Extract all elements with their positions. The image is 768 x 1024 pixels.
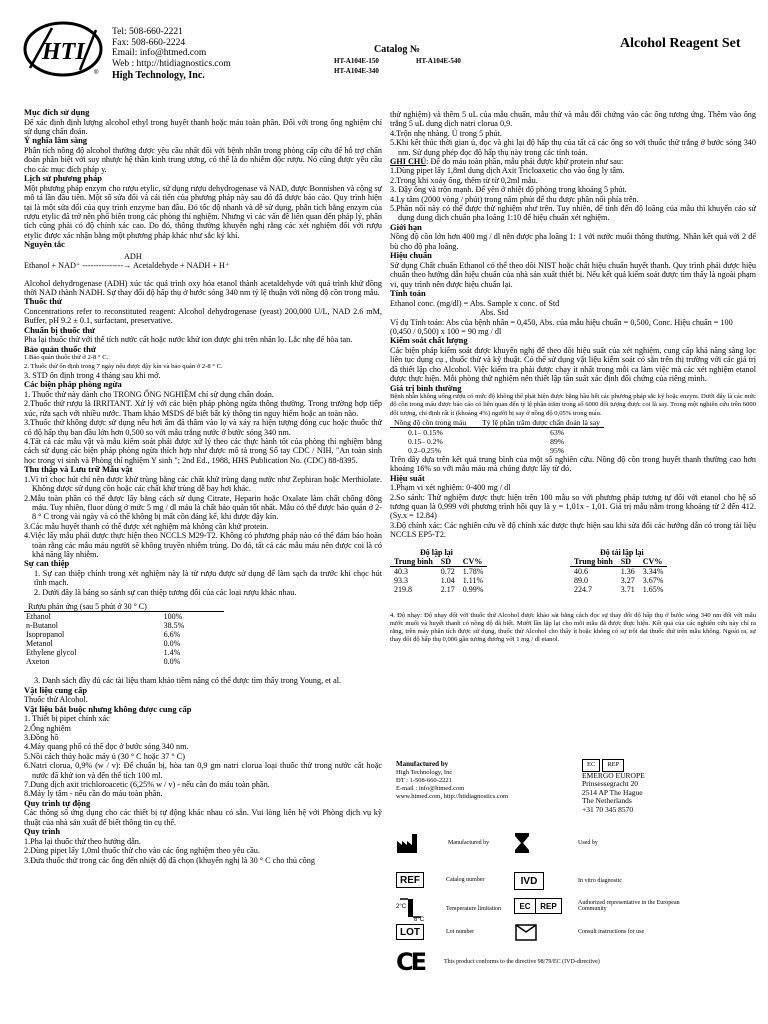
ivd-icon: IVD [514,872,544,890]
limitations-text: Nồng độ cồn lớn hơn 400 mg / dl nên được pha loãng 1: 1 với nước muối thông thường. Nhân kết quả với 2 để bù cho độ pha loãng. [390,232,756,251]
eu-rep-line: The Netherlands [582,796,632,806]
interference-item: 2. Dưới đây là bảng so sánh sự can thiệp tương đối của các loại rượu khác nhau. [34,587,297,597]
specimen-item: 4.Việc lấy mẫu phải được thực hiện theo NCCLS M29-T2. Không có phương pháp nào có thể đảm bảo hoàn toàn rằng các mẫu máu người sẽ không truyền nhiễm trùng. Do đó, tất cả các mẫu máu nên được coi là có khả năng lây nhiễm. [24,531,382,559]
table-header: Tỷ lệ phần trăm được chẩn đoán là say [470,418,604,428]
calibration-text: Sử dụng Chất chuẩn Ethanol có thể theo dõi NIST hoặc chất hiệu chuẩn huyết thanh. Quy trình phải được hiệu chuẩn theo hướng dẫn hiệu chuẩn của nhà sản xuất thiết bị. Nếu kết quả kiểm soát được tìm thấy là ngoài phạm vi, quy trình nên được hiệu chuẩn lại. [390,260,756,289]
required-item: 4.Máy quang phổ có thể đọc ở bước sóng 340 nm. [24,742,189,752]
table-cell: 0.2–0.25% [408,445,441,455]
heading-calculation: Tính toán [390,288,426,299]
table-row [570,585,667,594]
table-cell: 3.34% [642,566,664,576]
table-cell: Metanol [26,639,53,649]
interference-item: 1. Sự can thiệp chính trong xét nghiệm này là từ rượu được sử dụng để làm sạch da trước khi chọc hút tĩnh mạch. [34,568,382,588]
table-cell: Axeton [26,657,50,667]
table-row [570,566,667,576]
precaution-item: 1. Thuốc thử này dành cho TRONG ỐNG NGHIỆM chỉ sử dụng chẩn đoán. [24,389,274,399]
specimen-item: 3.Các mẫu huyết thanh có thể được xét nghiệm mà không cần khử protein. [24,521,269,531]
heading-materials-required: Vật liệu bắt buộc nhưng không được cung cấp [24,703,192,714]
heading-method-history: Lịch sử phương pháp [24,173,102,184]
table-cell: 100% [163,612,183,622]
specimen-item: 2.Mẫu toàn phần có thể được lấy bằng cách sử dụng Citrate, Heparin hoặc Oxalate làm chất chống đông máu. Tuy nhiên, fluor dùng ở mức 5 mg / dl máu là chất bảo quản tốt nhất. Mẫu có thể được bảo quản ở 2-8 ° C trong vài ngày và có thể không bị mất cồn đáng kể, khi được đậy kín. [24,493,382,522]
table-cell: 95% [550,445,565,455]
heading-materials-provided: Vật liệu cung cấp [24,684,88,695]
book-icon [514,922,538,942]
table-cell: 1.4% [163,648,181,658]
manufacturer-line: High Technology, Inc [396,769,453,776]
table-row [24,612,224,622]
table-row [390,437,604,446]
manufacturer-block [396,760,508,801]
table-row [390,566,487,576]
storage-item: 2. Thuốc thử ổn định trong 7 ngày nếu được đậy kín và bảo quản ở 2-8 ° C. [24,362,223,370]
fax: Fax: 508-660-2224 [112,37,186,48]
manufacturer-line: www.htmed.com, http://htidiagnostics.com [396,793,509,800]
required-item: 5.Nồi cách thủy hoặc máy ủ (30 ° C hoặc 37 ° C) [24,751,185,761]
table-cell: 0.15– 0.2% [408,436,443,446]
required-item: 2.Ống nghiệm [24,723,71,733]
required-item: 3.Đồng hồ [24,733,59,742]
table-cell: 93.3 [394,575,408,585]
reaction-equation: Ethanol + NAD⁺ ---------------→ Acetaldehyde + NADH + H⁺ [24,261,230,271]
table-cell: 89.0 [574,575,588,585]
table-header: Nồng độ cồn trong máu [390,418,470,428]
table-cell: 1.65% [642,584,664,594]
rep-icon: REP [536,898,562,914]
precaution-item: 2.Thuốc thử rượu là IRRITANT. Xử lý với các biện pháp phòng ngừa thông thường. Trong trường hợp tiếp xúc, rửa sạch với nhiều nước. Tham khảo MSDS để biết bất kỳ thông tin nguy hiểm hoặc an toàn nào. [24,399,382,418]
header [0,0,768,100]
hourglass-icon [514,832,530,854]
calculation-formula: Ethanol conc. (mg/dl) = Abs. Sample x conc. of Std [390,298,560,308]
reproducibility-title: Độ tái lặp lại [600,547,644,557]
storage-item: 1.Bảo quản thuốc thử ở 2-8 ° C. [24,354,109,362]
lot-icon: LOT [396,924,424,940]
website: Web : http://htidiagnostics.com [112,58,231,69]
symbol-label: Used by [578,840,598,846]
table-row [570,576,667,585]
heading-reagent-preparation: Chuẩn bị thuốc thử [24,324,96,335]
table-row [390,427,604,437]
table-cell: n-Butanol [26,621,58,631]
precaution-item: 4.Tất cả các mẫu vật và mẫu kiểm soát phải được xử lý theo các thực hành tốt của phòng thí nghiệm bằng cách sử dụng các biện pháp phòng ngừa thích hợp như được mô tả trong Sổ tay CDC / NIH, "An toàn sinh học trong vi sinh và Phòng thí nghiệm Y sinh "; 2nd Ed., 1988, HHS Publication No. (CDC) 88-8395. [24,436,382,465]
table-cell: 0.1– 0.15% [408,427,443,437]
heading-limitations: Giới hạn [390,221,422,232]
table-header: Trung bình [570,557,617,567]
symbol-label: Consult instructions for use [578,929,645,935]
procedure-continued: thử nghiệm) và thêm 5 uL của mẫu chuẩn, mẫu thử và mẫu đối chứng vào các ống tương ứng. Thêm vào ống trắng 5 uL dung dịch natri clorua 0,9. [390,110,756,129]
heading-automated-procedure: Quy trình tự động [24,797,91,808]
quality-control-text: Các biện pháp kiểm soát được khuyến nghị để theo dõi hiệu suất của xét nghiệm, cung cấp khả năng sàng lọc liên tục dụng cụ , thuốc thử và kỹ thuật. Có thể sử dụng vật liệu kiểm soát có sẵn trên thị trường với các giá trị đã thiết lập cho Alcohol. Việc kiểm tra phải được chạy ít nhất trong mỗi ca làm việc mà các xét nghiệm etanol được thực hiện. Mỗi phòng thử nghiệm nên thiết lập tần suất xác định đối chứng của riêng mình. [390,345,756,384]
document-title: Alcohol Reagent Set [620,36,741,51]
heading-calibration: Hiệu chuẩn [390,250,432,261]
required-item: 6.Natri clorua, 0,9% (w / v): Để chuẩn bị, hòa tan 0,9 gm natri clorua loại thuốc thử trong nước cất hoặc nước đã khử ion và đến thể tích 100 ml. [24,761,382,780]
materials-provided-text: Thuốc thử Alcohol. [24,695,88,705]
reagents-text: Concentrations refer to reconstituted reagent: Alcohol dehydrogenase (yeast) 200,000 U/L, NAD 2.6 mM, Buffer, pH 9.2 ± 0.1, surfactant, preservative. [24,307,382,326]
eu-representative-block [582,759,645,815]
calculation-example: Ví dụ Tính toán: Abs của bệnh nhân = 0,450, Abs. của mẫu hiệu chuẩn = 0,500, Conc. Hiệu chuẩn = 100 [390,317,733,327]
table-row [24,630,224,639]
heading-specimen: Thu thập và Lưu trữ Mẫu vật [24,464,133,475]
note-text: : Để đo máu toàn phần, mẫu phải được khử protein như sau: [426,157,624,167]
symbol-label: In vitro diagnostic [578,878,622,884]
logo-registered: ® [94,70,99,76]
heading-intended-use: Mục đích sử dụng [24,107,90,117]
table-cell: Isopropanol [26,630,65,640]
table-row [390,585,487,594]
precaution-item: 3.Thuốc thử không được sử dụng nếu hơi ẩm đã thâm vào lọ và xảy ra hiện tượng đóng cục hoặc thuốc thử có độ hấp thụ ban đầu lớn hơn 0,500 so với mẫu trắng nước ở bước sóng 340 nm. [24,418,382,437]
symbol-label: This product conforms to the directive 98/79/EC (IVD-directive) [444,959,600,965]
heading-performance: Hiệu suất [390,472,425,483]
catalog-number: HT-A104E-340 [334,67,379,75]
eu-rep-line: Prinsessegracht 20 [582,779,639,789]
note-label: GHI CHÚ [390,157,427,167]
method-history-text: Một phương pháp enzym cho rượu etylic, sử dụng rượu dehydrogenase và NAD, được Bonnishen và cộng sự mô tả lần đầu tiên. Một số sửa đổi và cải tiến của phương pháp này sau đó đã được báo cáo. Quy trình hiện tại là một sửa đổi của quy trình enzyme ban đầu. Đó tốc độ nhanh và dễ sử dụng, phân tích bằng enzym của rượu etylic đã trở nên phổ biến trong các phòng thí nghiệm. Nhưng vì các vấn đề liên quan đến pháp lý, phân tích cũng phải có độ chính xác cao. Do đó, thông thường khuyến nghị rằng các xét nghiệm đối với rượu etylic được xác nhận bằng một phương pháp khác như sắc ký khí. [24,183,382,240]
table-header: CV% [459,557,488,567]
calculation-denominator: Abs. Std [480,308,509,318]
left-column [24,108,382,865]
table-cell: 219.8 [394,584,412,594]
reagent-preparation-text: Pha lại thuốc thử với thể tích nước cất hoặc nước khử ion được ghi trên nhãn lọ. Lắc nhẹ để hòa tan. [24,335,353,345]
procedure-step: 2.Dùng pipet lấy 1,0ml thuốc thử cho vào các ống nghiệm theo yêu cầu. [24,846,260,856]
note-step: 5.Phần nổi này có thể được thử nghiệm như trên. Tuy nhiên, để tính đến độ loãng của mẫu thì khuyến cáo sử dụng dung dịch chuẩn pha loãng 1:10 để hiệu chuẩn xét nghiệm. [390,204,756,223]
heading-precautions: Các biện pháp phòng ngừa [24,379,122,390]
heading-clinical-significance: Ý nghĩa lâm sàng [24,135,88,146]
tel: Tel: 508-660-2221 [112,27,183,37]
heading-reagent-storage: Bảo quản thuốc thử [24,343,96,354]
table-row [24,621,224,630]
table-cell: 89% [550,436,565,446]
table-header: CV% [639,557,668,567]
table-row [24,657,224,666]
calculation-result: (0,450 / 0,500) x 100 = 90 mg / dl [390,326,502,336]
eu-rep-line: +31 70 345 8570 [582,804,634,814]
table-cell: 0.72 [440,566,455,576]
table-cell: 1.36 [620,566,635,576]
intended-use-text: Để xác định định lượng alcohol ethyl trong huyết thanh hoặc máu toàn phần. Đối với trong ống nghiệm chỉ sử dụng chẩn đoán. [24,117,382,136]
note-step: 3. Đậy ống và trộn mạnh. Để yên ở nhiệt độ phòng trong khoảng 5 phút. [390,185,627,195]
specimen-item: 1.Vì trì chọc hút chỉ nên được khử trùng bằng các chất khử trùng dạng nước như Zephiran hoặc Merthiolate. Không được sử dụng cồn hoặc các chất khử trùng dễ bay hơi khác. [24,474,382,494]
symbol-label: Temperature limitation [446,906,502,912]
table-cell: 0.0% [163,657,181,667]
interference-item: 3. Danh sách đầy đủ các tài liệu tham khảo tiềm năng có thể được tìm thấy trong Young, et al. [34,676,342,686]
factory-icon [396,832,418,854]
intoxication-table [390,418,604,455]
table-cell: 40.3 [394,566,408,576]
right-column [390,110,756,644]
eu-rep-line: EMERGO EUROPE [582,770,645,780]
heading-quality-control: Kiểm soát chất lượng [390,335,468,346]
heading-normal-values: Giá trị bình thường [390,382,462,393]
manufacturer-title: Manufactured by [396,760,449,768]
heading-reagents: Thuốc thử [24,296,62,307]
required-item: 7.Dung dịch axit trichloroacetic (6,25% w / v) - nếu cần đo máu toàn phần. [24,780,270,790]
heading-principle: Nguyên tắc [24,239,65,250]
table-row [390,576,487,585]
note-step: 2.Trong khi xoáy ống, thêm từ từ 0,2ml mẫu. [390,175,538,185]
table-cell: 38.5% [163,621,185,631]
manufacturer-line: ĐT : 1-508-660-2221 [396,777,452,784]
procedure-step: 3.Đưa thuốc thử trong các ống đến nhiệt độ đã chọn (khuyến nghị là 30 ° C cho thủ công [24,855,315,865]
performance-item: 3.Độ chính xác: Các nghiên cứu về độ chính xác được thực hiện sau khi sửa đổi các hướng dẫn có trong tài liệu NCCLS EP5-T2. [390,520,756,540]
catalog-number: HT-A104E-540 [416,56,461,65]
symbol-label: Lot number [446,929,475,935]
enzyme-label: ADH [124,251,142,261]
performance-item: 2.So sánh: Thử nghiệm được thực hiện trên 100 mẫu so với phương pháp tương tự đối với etanol cho hệ số tương quan là 0,999 với phương trình hồi quy là y = 1,01x - 1,01. Giá trị mẫu nằm trong khoảng từ 2 đến 412. (Sy.x = 12.84) [390,492,756,521]
ce-mark-icon: CE [396,948,425,976]
principle-text: Alcohol dehydrogenase (ADH) xúc tác quá trình oxy hóa etanol thành acetaldehyde với quá trình khử đồng thời NAD thành NADH. Sự thay đổi độ hấp thụ ở bước sóng 340 nm tỷ lệ thuận với nồng độ cồn trong mẫu. [24,278,382,298]
table-row [390,446,604,455]
normal-values-note: Trên dây dựa trên kết quả trung bình của một số nghiên cứu. Nồng độ cồn trong huyết thanh thường cao hơn khoảng 16% so với mẫu máu mà chúng được lấy từ đó. [390,454,756,474]
clinical-significance-text: Phân tích nồng độ alcohol thường được yêu cầu nhất đối với bệnh nhân trong phòng cấp cứu để hỗ trợ chẩn đoán phân biệt với suy nhược hệ thần kinh trung ương, có thể là do nhiễm độc rượu. Nó cũng được yêu cầu cho các mục đích pháp y. [24,146,382,174]
catalog-label: Catalog № [374,44,420,55]
ec-box-icon: EC [582,759,600,772]
note-step: 1.Dùng pipet lấy 1,8ml dung dịch Axit Tricloaxetic cho vào ống ly tâm. [390,166,625,176]
temperature-limit-icon [396,896,424,922]
company-name: High Technology, Inc. [112,70,205,81]
manufacturer-line: E-mail : info@htmed.com [396,785,465,792]
catalog-number: HT-A104E-150 [334,56,379,65]
table-cell: 224.7 [574,584,592,594]
table-cell: 0.0% [163,639,181,649]
temperature-high-label: 8°C [414,917,424,922]
required-item: 8.Máy ly tâm - nếu cần đo máu toàn phần. [24,789,163,799]
symbol-label: Catalog number [446,877,485,883]
performance-item: 1.Phạm vi xét nghiệm: 0-400 mg / dl [390,483,511,493]
table-cell: 3.27 [620,575,635,585]
table-cell: 63% [550,427,565,437]
normal-values-text: Bệnh nhân không uống rượu có mức độ không thể phát hiện được bằng hầu hết các phương pháp sắc ký hoặc enzym. Dưới đây là các mức độ cồn trong máu được báo cáo có liên quan đến tỷ lệ phần trăm trong số 6000 đối tượng được coi là say. Trong một nghiên cứu trên 6000 đối tượng, chỉ định rất ít (khoảng 4%) người bị say ở nồng độ 0,05% trong máu. [390,393,756,417]
symbol-label: Authorized representative in the European Community [578,900,680,912]
rep-box-icon: REP [602,759,624,772]
procedure-step: 4.Trộn nhẹ nhàng. Ủ trong 5 phút. [390,128,502,138]
storage-item: 3. STD ổn định trong 4 tháng sau khi mở. [24,370,161,380]
logo-text: HTI [42,39,85,65]
alcohol-table-header: Rượu phản ứng (sau 5 phút ở 30 ° C) [24,602,224,612]
email: Email: info@htmed.com [112,48,207,58]
table-cell: 1.04 [440,575,455,585]
table-cell: 3.71 [620,584,635,594]
contact-block [112,27,231,82]
eu-rep-line: 2514 AP The Hague [582,787,643,797]
repeatability-table [390,548,487,594]
table-cell: 3.67% [642,575,664,585]
note-step: 4.Ly tâm (2000 vòng / phút) trong năm phút để thu được phần nổi phía trên. [390,194,639,204]
table-cell: 1.78% [462,566,484,576]
table-header: Trung bình [390,557,437,567]
table-cell: 40.6 [574,566,588,576]
catalog-block [334,45,498,77]
procedure-step: 1.Pha lại thuốc thử theo hướng dẫn. [24,836,141,846]
heading-procedure: Quy trình [24,826,61,837]
table-cell: 6.6% [163,630,181,640]
sensitivity-text: 4. Độ nhạy: Độ nhạy đối với thuốc thử Alcohol được khảo sát bằng cách đọc sự thay đổi độ hấp thụ ở bước sóng 340 nm đối với mẫu nước muối và huyết thanh có nồng độ đã biết. Mười lần lặp lại cho mỗi mẫu đã được thực hiện. Kết quả của các nghiên cứu này chỉ ra rằng, trên máy phân tích được sử dụng, thuốc thử Alcohol cho thấy ít hoặc không có sự trôi dạt thuốc thử trên mẫu không. Ngoài ra, sự thay đổi độ hấp thụ 0,006 gần tương đương với 1 mg / dl etanol. [390,611,756,644]
temperature-low-label: 2°C [396,904,407,910]
required-item: 1. Thiết bị pipet chính xác [24,714,110,724]
reproducibility-table [570,548,667,594]
table-header: SD [617,557,639,567]
symbol-label: Manufactured by [448,840,490,846]
table-cell: Ethanol [26,612,51,622]
hti-logo [22,18,104,80]
alcohol-reactivity-table [24,602,224,666]
repeatability-title: Độ lặp lại [420,547,453,557]
table-row [24,639,224,648]
procedure-step: 5.Khi kết thúc thời gian ủ, đọc và ghi lại độ hấp thụ của tất cả các ống so với thuốc thử trắng ở bước sóng 340 nm. Sử dụng phép đọc độ hấp thụ này trong các tính toán. [390,138,756,157]
table-header: SD [437,557,459,567]
ref-icon: REF [396,872,424,888]
ec-icon: EC [514,898,536,914]
table-cell: 0.99% [462,584,484,594]
heading-interference: Sự can thiệp [24,558,70,569]
table-cell: 1.11% [462,575,484,585]
table-cell: 2.17 [440,584,455,594]
automated-procedure-text: Các thông số ứng dụng cho các thiết bị tự động khác nhau có sẵn. Vui lòng liên hệ với Phòng dịch vụ kỹ thuật của nhà sản xuất để biết thông tin cụ thể. [24,808,382,827]
table-row [24,648,224,657]
table-cell: Ethylene glycol [26,648,77,658]
